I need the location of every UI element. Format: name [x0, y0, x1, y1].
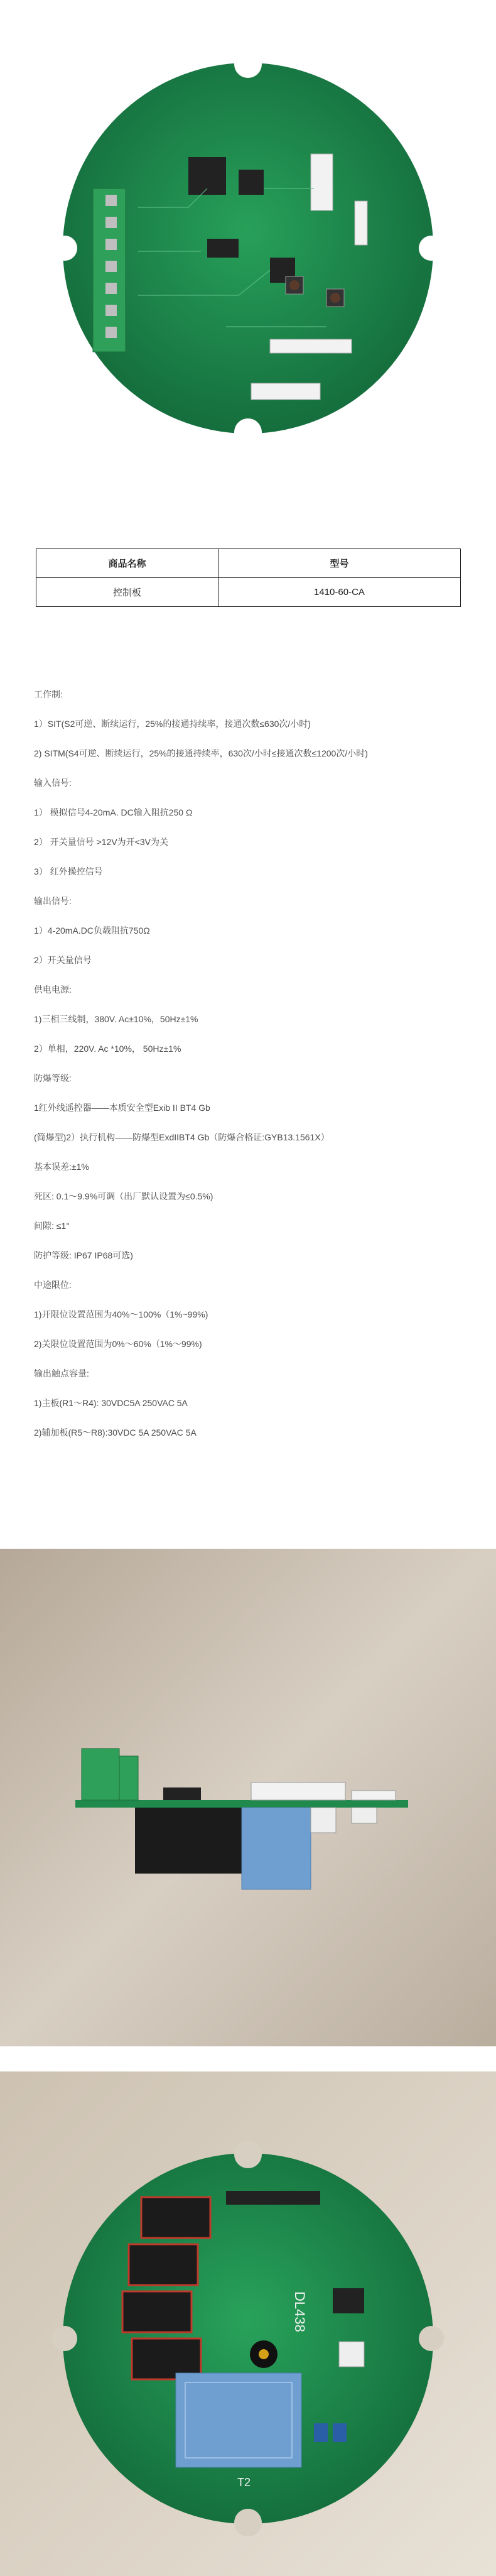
spec-line: 2)辅加板(R5～R8):30VDC 5A 250VAC 5A	[34, 1427, 197, 1438]
spec-line: 1）SIT(S2可逆、断续运行，25%的接通持续率，接通次数≤630次/小时)	[34, 719, 311, 729]
spec-line: 输出触点容量:	[34, 1368, 89, 1378]
white-connector	[251, 1782, 345, 1800]
spec-line: 2） 开关量信号 >12V为开<3V为关	[34, 837, 168, 847]
spec-line: (简爆型)2）执行机构——防爆型ExdIIBT4 Gb（防爆合格证:GYB13.1561X）	[34, 1132, 330, 1142]
spec-line: 输入信号:	[34, 778, 72, 788]
spec-line: 1）4-20mA.DC负载阻抗750Ω	[34, 925, 150, 936]
spec-line: 2)关限位设置范围为0%～60%（1%～99%)	[34, 1339, 202, 1349]
transformer	[242, 1808, 311, 1889]
spec-line: 基本误差:±1%	[34, 1162, 89, 1172]
relay	[135, 1808, 242, 1874]
header-product-name: 商品名称	[36, 549, 218, 578]
spec-line: 间隙: ≤1°	[34, 1221, 70, 1231]
screw-terminal-block	[93, 188, 126, 352]
spec-line: 死区: 0.1～9.9%可调（出厂默认设置为≤0.5%)	[34, 1191, 213, 1201]
header-model: 型号	[218, 549, 460, 578]
spec-text	[34, 688, 473, 1456]
cell-model: 1410-60-CA	[218, 578, 460, 607]
spec-line: 供电电源:	[34, 985, 72, 995]
pcb-top-view	[0, 0, 496, 509]
spec-line: 1红外线遥控器——本质安全型Exib II BT4 Gb	[34, 1103, 210, 1113]
spec-line: 输出信号:	[34, 896, 72, 906]
spec-line: 2）开关量信号	[34, 955, 92, 965]
pcb-disc	[63, 2153, 433, 2524]
spec-line: 工作制:	[34, 689, 63, 699]
pcb-bottom-view	[0, 2071, 496, 2576]
spec-line: 1） 模拟信号4-20mA. DC输入阻抗250 Ω	[34, 807, 193, 817]
pcb-side-view	[0, 1549, 496, 2046]
spec-line: 防爆等级:	[34, 1073, 72, 1083]
pin-header	[226, 2191, 320, 2205]
transformer	[176, 2373, 301, 2467]
spec-table	[36, 548, 461, 607]
cell-product-name: 控制板	[36, 578, 218, 607]
spec-line: 2) SITM(S4可逆、断续运行，25%的接通持续率，630次/小时≤接通次数≤1200次/小时)	[34, 748, 368, 758]
screw-terminal-block	[82, 1749, 119, 1800]
spec-line: 2）单相，220V. Ac *10%， 50Hz±1%	[34, 1044, 181, 1054]
spec-line: 中途限位:	[34, 1280, 72, 1290]
table-header-row	[36, 549, 461, 578]
spec-line: 3） 红外操控信号	[34, 866, 103, 876]
silkscreen-label: T2	[237, 2476, 251, 2489]
spec-line: 1)主板(R1～R4): 30VDC5A 250VAC 5A	[34, 1398, 188, 1408]
pcb-edge	[75, 1800, 408, 1808]
table-row	[36, 578, 461, 607]
white-connector	[311, 154, 333, 210]
spec-line: 1)三相三线制，380V. Ac±10%，50Hz±1%	[34, 1014, 198, 1024]
product-photo-top	[0, 0, 496, 509]
spec-line: 防护等级: IP67 IP68可选)	[34, 1250, 133, 1260]
silkscreen-code: DL438	[292, 2291, 308, 2332]
spec-line: 1)开限位设置范围为40%～100%（1%~99%)	[34, 1309, 208, 1319]
product-photo-side	[0, 1549, 496, 2046]
product-photo-bottom	[0, 2071, 496, 2576]
